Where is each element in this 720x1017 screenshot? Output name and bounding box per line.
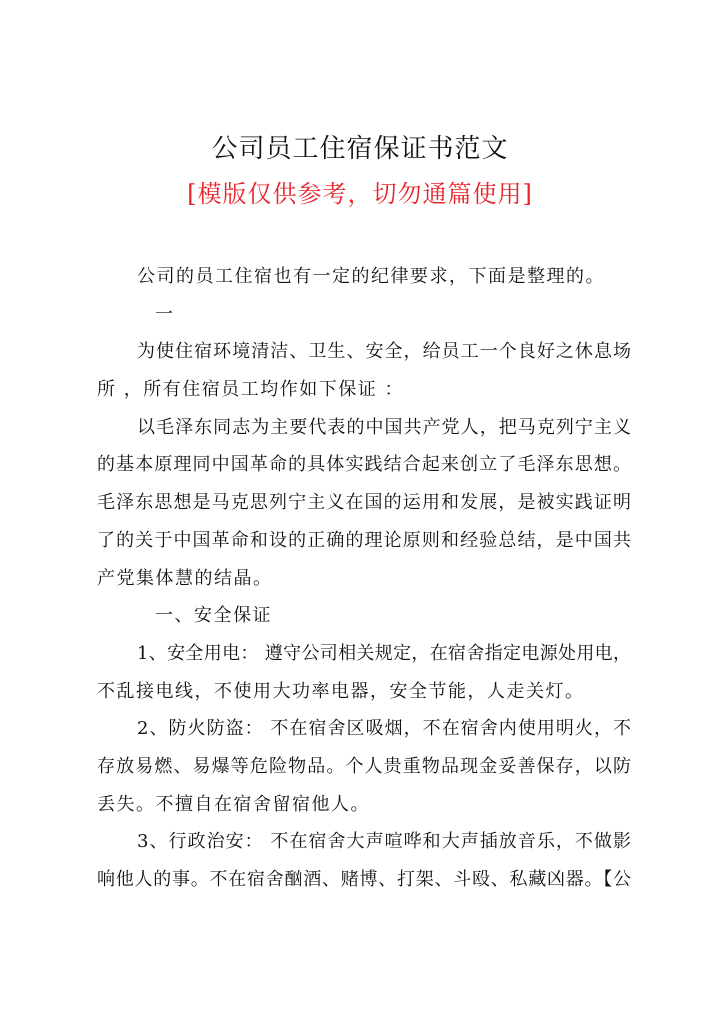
text-line: 响他人的事。不在宿舍酗酒、赌博、打架、斗殴、私藏凶器。【公 bbox=[97, 869, 631, 890]
text-line: 存放易燃、易爆等危险物品。个人贵重物品现金妥善保存，以防 bbox=[97, 755, 631, 777]
text-line: 丢失。不擅自在宿舍留宿他人。 bbox=[97, 793, 370, 815]
text-line: 不乱接电线，不使用大功率电器，安全节能，人走关灯。 bbox=[97, 680, 585, 702]
text-line: 为使住宿环境清洁、卫生、安全，给员工一个良好之休息场 bbox=[137, 341, 631, 363]
text-line: 了的关于中国革命和设的正确的理论原则和经验总结，是中国共 bbox=[97, 529, 631, 551]
text-line: 公司的员工住宿也有一定的纪律要求，下面是整理的。 bbox=[137, 266, 605, 287]
text-line: 一、安全保证 bbox=[155, 605, 272, 627]
text-line: 2、防火防盗： 不在宿舍区吸烟，不在宿舍内使用明火，不 bbox=[137, 718, 631, 740]
document-body bbox=[97, 262, 631, 903]
text-line: 以毛泽东同志为主要代表的中国共产党人，把马克列宁主义 bbox=[137, 416, 631, 438]
text-line: 产党集体慧的结晶。 bbox=[97, 567, 273, 589]
document-title: 公司员工住宿保证书范文 bbox=[211, 134, 509, 164]
text-line: 1、安全用电： 遵守公司相关规定，在宿舍指定电源处用电， bbox=[137, 642, 631, 664]
text-line: 的基本原理同中国革命的具体实践结合起来创立了毛泽东思想。 bbox=[97, 454, 631, 476]
text-line: 毛泽东思想是马克思列宁主义在国的运用和发展，是被实践证明 bbox=[97, 492, 631, 514]
template-disclaimer: [模版仅供参考，切勿通篇使用] bbox=[187, 180, 533, 208]
text-line: 一 bbox=[155, 303, 175, 325]
text-line: 所 ，所有住宿员工均作如下保证 ： bbox=[97, 379, 404, 401]
text-line: 3、行政治安： 不在宿舍大声喧哗和大声插放音乐，不做影 bbox=[137, 831, 631, 853]
